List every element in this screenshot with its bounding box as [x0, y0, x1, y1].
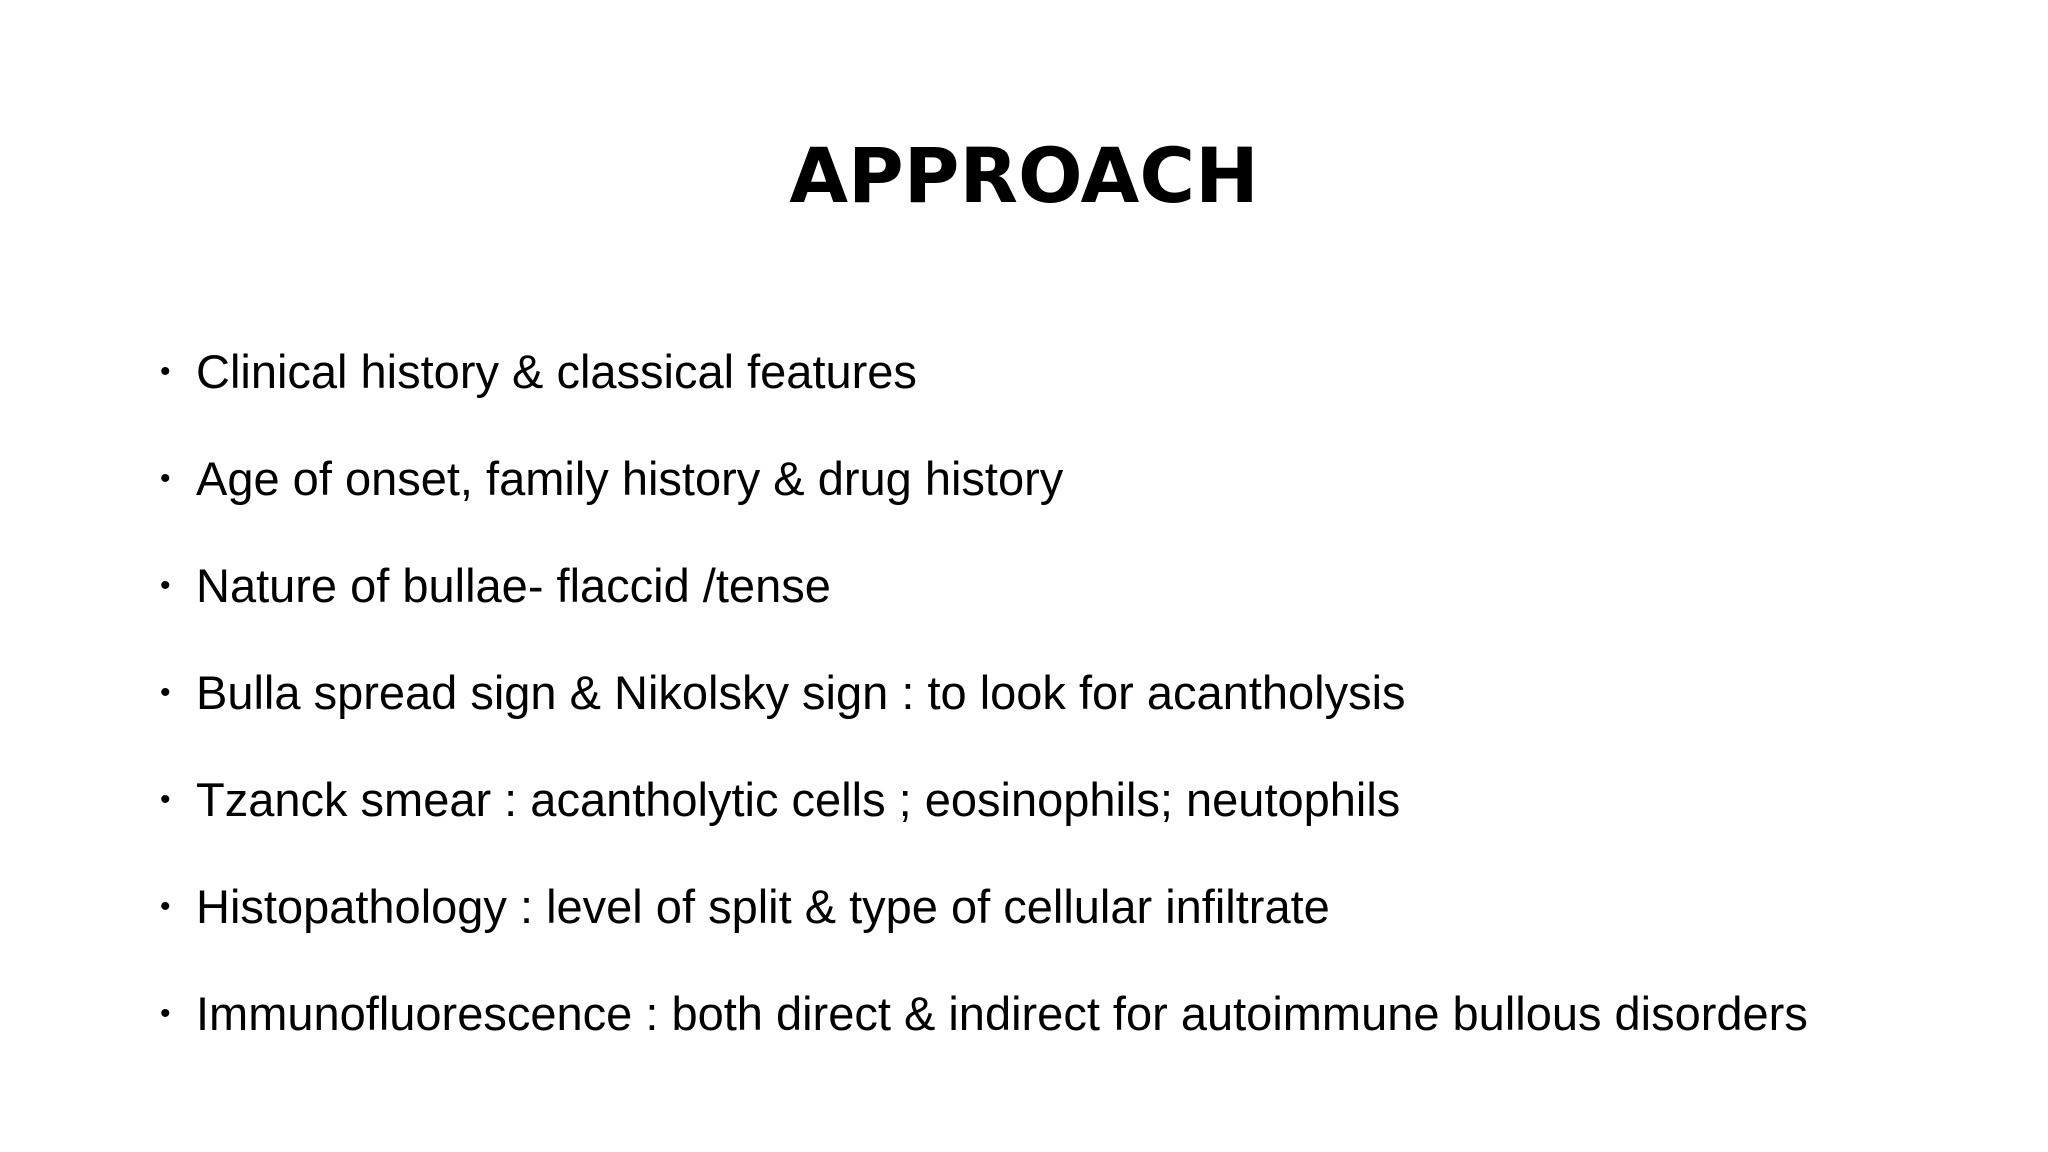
list-item [150, 445, 1990, 552]
list-item [150, 980, 1990, 1087]
bullet-icon: • [160, 462, 171, 495]
list-item-text: Bulla spread sign & Nikolsky sign : to look for acantholysis [196, 666, 1406, 719]
list-item-text: Histopathology : level of split & type of cellular infiltrate [196, 880, 1330, 933]
slide-title: APPROACH [789, 131, 1259, 220]
list-item-text: Tzanck smear : acantholytic cells ; eosinophils; neutophils [196, 773, 1401, 826]
list-item [150, 873, 1990, 980]
list-item [150, 552, 1990, 659]
list-item-text: Age of onset, family history & drug history [196, 452, 1064, 505]
bullet-icon: • [160, 569, 171, 602]
list-item-text: Clinical history & classical features [196, 345, 917, 398]
list-item [150, 338, 1990, 445]
list-item [150, 766, 1990, 873]
list-item-text: Immunofluorescence : both direct & indirect for autoimmune bullous disorders [196, 987, 1808, 1040]
list-item-text: Nature of bullae- flaccid /tense [196, 559, 831, 612]
bullet-icon: • [160, 783, 171, 816]
bullet-icon: • [160, 997, 171, 1030]
bullet-icon: • [160, 890, 171, 923]
list-item [150, 659, 1990, 766]
bullet-list [150, 338, 1990, 1087]
bullet-icon: • [160, 676, 171, 709]
bullet-icon: • [160, 355, 171, 388]
